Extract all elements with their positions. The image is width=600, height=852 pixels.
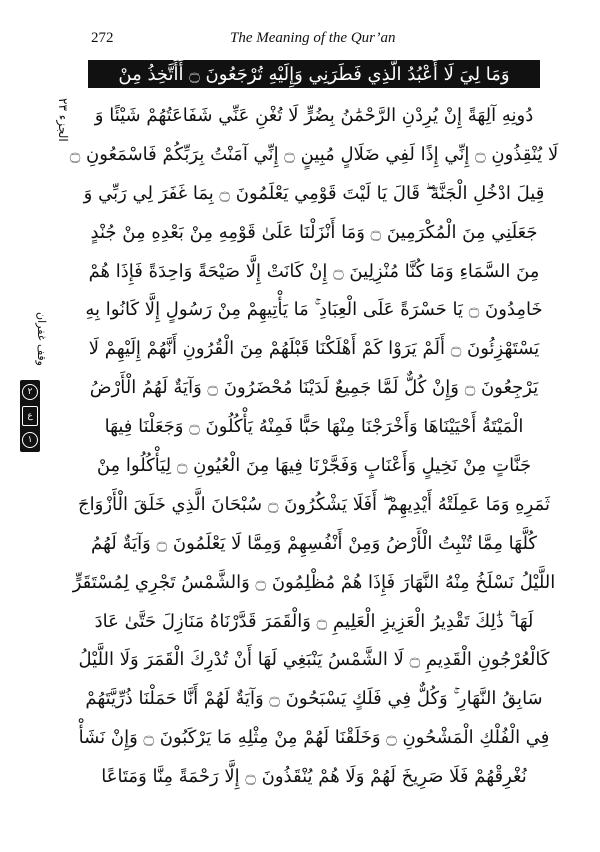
book-title: The Meaning of the Qur’an — [230, 30, 396, 46]
ruku-marker — [20, 380, 40, 452]
verse-line: فِي الْفُلْكِ الْمَشْحُونِ ۝ وَخَلَقْنَا لَهُمْ مِنْ مِثْلِهِ مَا يَرْكَبُونَ ۝ وَإِنْ نَشَأْ — [78, 727, 550, 749]
verse-line: كُلَّهَا مِمَّا تُنْبِتُ الْأَرْضُ وَمِنْ أَنْفُسِهِمْ وَمِمَّا لَا يَعْلَمُونَ ۝ وَآيَةٌ لَهُمُ — [91, 532, 537, 554]
juz-label: الجزء ٢٣ — [56, 98, 70, 142]
page-header — [0, 0, 600, 46]
verse-line: لَا يُنْقِذُونِ ۝ إِنِّي إِذًا لَفِي ضَلَالٍ مُبِينٍ ۝ إِنِّي آمَنْتُ بِرَبِّكُمْ فَاسْمَعُونِ ۝ — [69, 143, 559, 165]
verse-line: دُونِهِ آلِهَةً إِنْ يُرِدْنِ الرَّحْمَٰنُ بِضُرٍّ لَا تُغْنِ عَنِّي شَفَاعَتُهُمْ شَيْئًا وَ — [94, 104, 534, 126]
verse-line: يَرْجِعُونَ ۝ وَإِنْ كُلٌّ لَمَّا جَمِيعٌ لَدَيْنَا مُحْضَرُونَ ۝ وَآيَةٌ لَهُمُ الْأَرْضُ — [89, 377, 539, 399]
page-number: 272 — [91, 30, 114, 46]
verse-line: قِيلَ ادْخُلِ الْجَنَّةَ ۖ قَالَ يَا لَيْتَ قَوْمِي يَعْلَمُونَ ۝ بِمَا غَفَرَ لِي رَبِّي وَ — [83, 182, 545, 204]
verse-line: الْمَيْتَةُ أَحْيَيْنَاهَا وَأَخْرَجْنَا مِنْهَا حَبًّا فَمِنْهُ يَأْكُلُونَ ۝ وَجَعَلْنَا فِيهَا — [104, 416, 524, 438]
ruku-symbol: ع — [22, 406, 38, 426]
verse-text-block — [69, 60, 559, 796]
verse-line-highlighted: وَمَا لِيَ لَا أَعْبُدُ الَّذِي فَطَرَنِي وَإِلَيْهِ تُرْجَعُونَ ۝ أَأَتَّخِذُ مِنْ — [88, 60, 540, 88]
verse-line: جَعَلَنِي مِنَ الْمُكْرَمِينَ ۝ وَمَا أَنْزَلْنَا عَلَىٰ قَوْمِهِ مِنْ بَعْدِهِ مِنْ جُنْدٍ — [90, 221, 538, 243]
margin-note: وقف غفران — [35, 312, 48, 366]
verse-line: جَنَّاتٍ مِنْ نَخِيلٍ وَأَعْنَابٍ وَفَجَّرْنَا فِيهَا مِنَ الْعُيُونِ ۝ لِيَأْكُلُوا مِنْ — [96, 454, 532, 476]
verse-line: نُغْرِقْهُمْ فَلَا صَرِيخَ لَهُمْ وَلَا هُمْ يُنْقَذُونَ ۝ إِلَّا رَحْمَةً مِنَّا وَمَتَاعًا — [101, 766, 527, 788]
verse-line: ثَمَرِهِ وَمَا عَمِلَتْهُ أَيْدِيهِمْ ۖ أَفَلَا يَشْكُرُونَ ۝ سُبْحَانَ الَّذِي خَلَقَ الْأَزْوَاجَ — [78, 493, 550, 515]
verse-line: كَالْعُرْجُونِ الْقَدِيمِ ۝ لَا الشَّمْسُ يَنْبَغِي لَهَا أَنْ تُدْرِكَ الْقَمَرَ وَلَا اللَّيْلُ — [78, 649, 550, 671]
verse-line: اللَّيْلُ نَسْلَخُ مِنْهُ النَّهَارَ فَإِذَا هُمْ مُظْلِمُونَ ۝ وَالشَّمْسُ تَجْرِي لِمُسْتَقَرٍّ — [72, 571, 556, 593]
verse-line: مِنَ السَّمَاءِ وَمَا كُنَّا مُنْزِلِينَ ۝ إِنْ كَانَتْ إِلَّا صَيْحَةً وَاحِدَةً فَإِذَا هُمْ — [88, 260, 540, 282]
verse-line: خَامِدُونَ ۝ يَا حَسْرَةً عَلَى الْعِبَادِ ۚ مَا يَأْتِيهِمْ مِنْ رَسُولٍ إِلَّا كَانُوا بِهِ — [85, 299, 543, 321]
ruku-number-top: ٢ — [22, 384, 38, 400]
ruku-number-bottom: ١ — [22, 432, 38, 448]
verse-line: يَسْتَهْزِئُونَ ۝ أَلَمْ يَرَوْا كَمْ أَهْلَكْنَا قَبْلَهُمْ مِنَ الْقُرُونِ أَنَّهُمْ إِلَيْهِمْ لَا — [88, 338, 540, 360]
verse-line: لَهَا ۚ ذَٰلِكَ تَقْدِيرُ الْعَزِيزِ الْعَلِيمِ ۝ وَالْقَمَرَ قَدَّرْنَاهُ مَنَازِلَ حَتَّىٰ عَادَ — [94, 610, 534, 632]
verse-line: سَابِقُ النَّهَارِ ۚ وَكُلٌّ فِي فَلَكٍ يَسْبَحُونَ ۝ وَآيَةٌ لَهُمْ أَنَّا حَمَلْنَا ذُرِّيَّتَهُمْ — [85, 688, 543, 710]
